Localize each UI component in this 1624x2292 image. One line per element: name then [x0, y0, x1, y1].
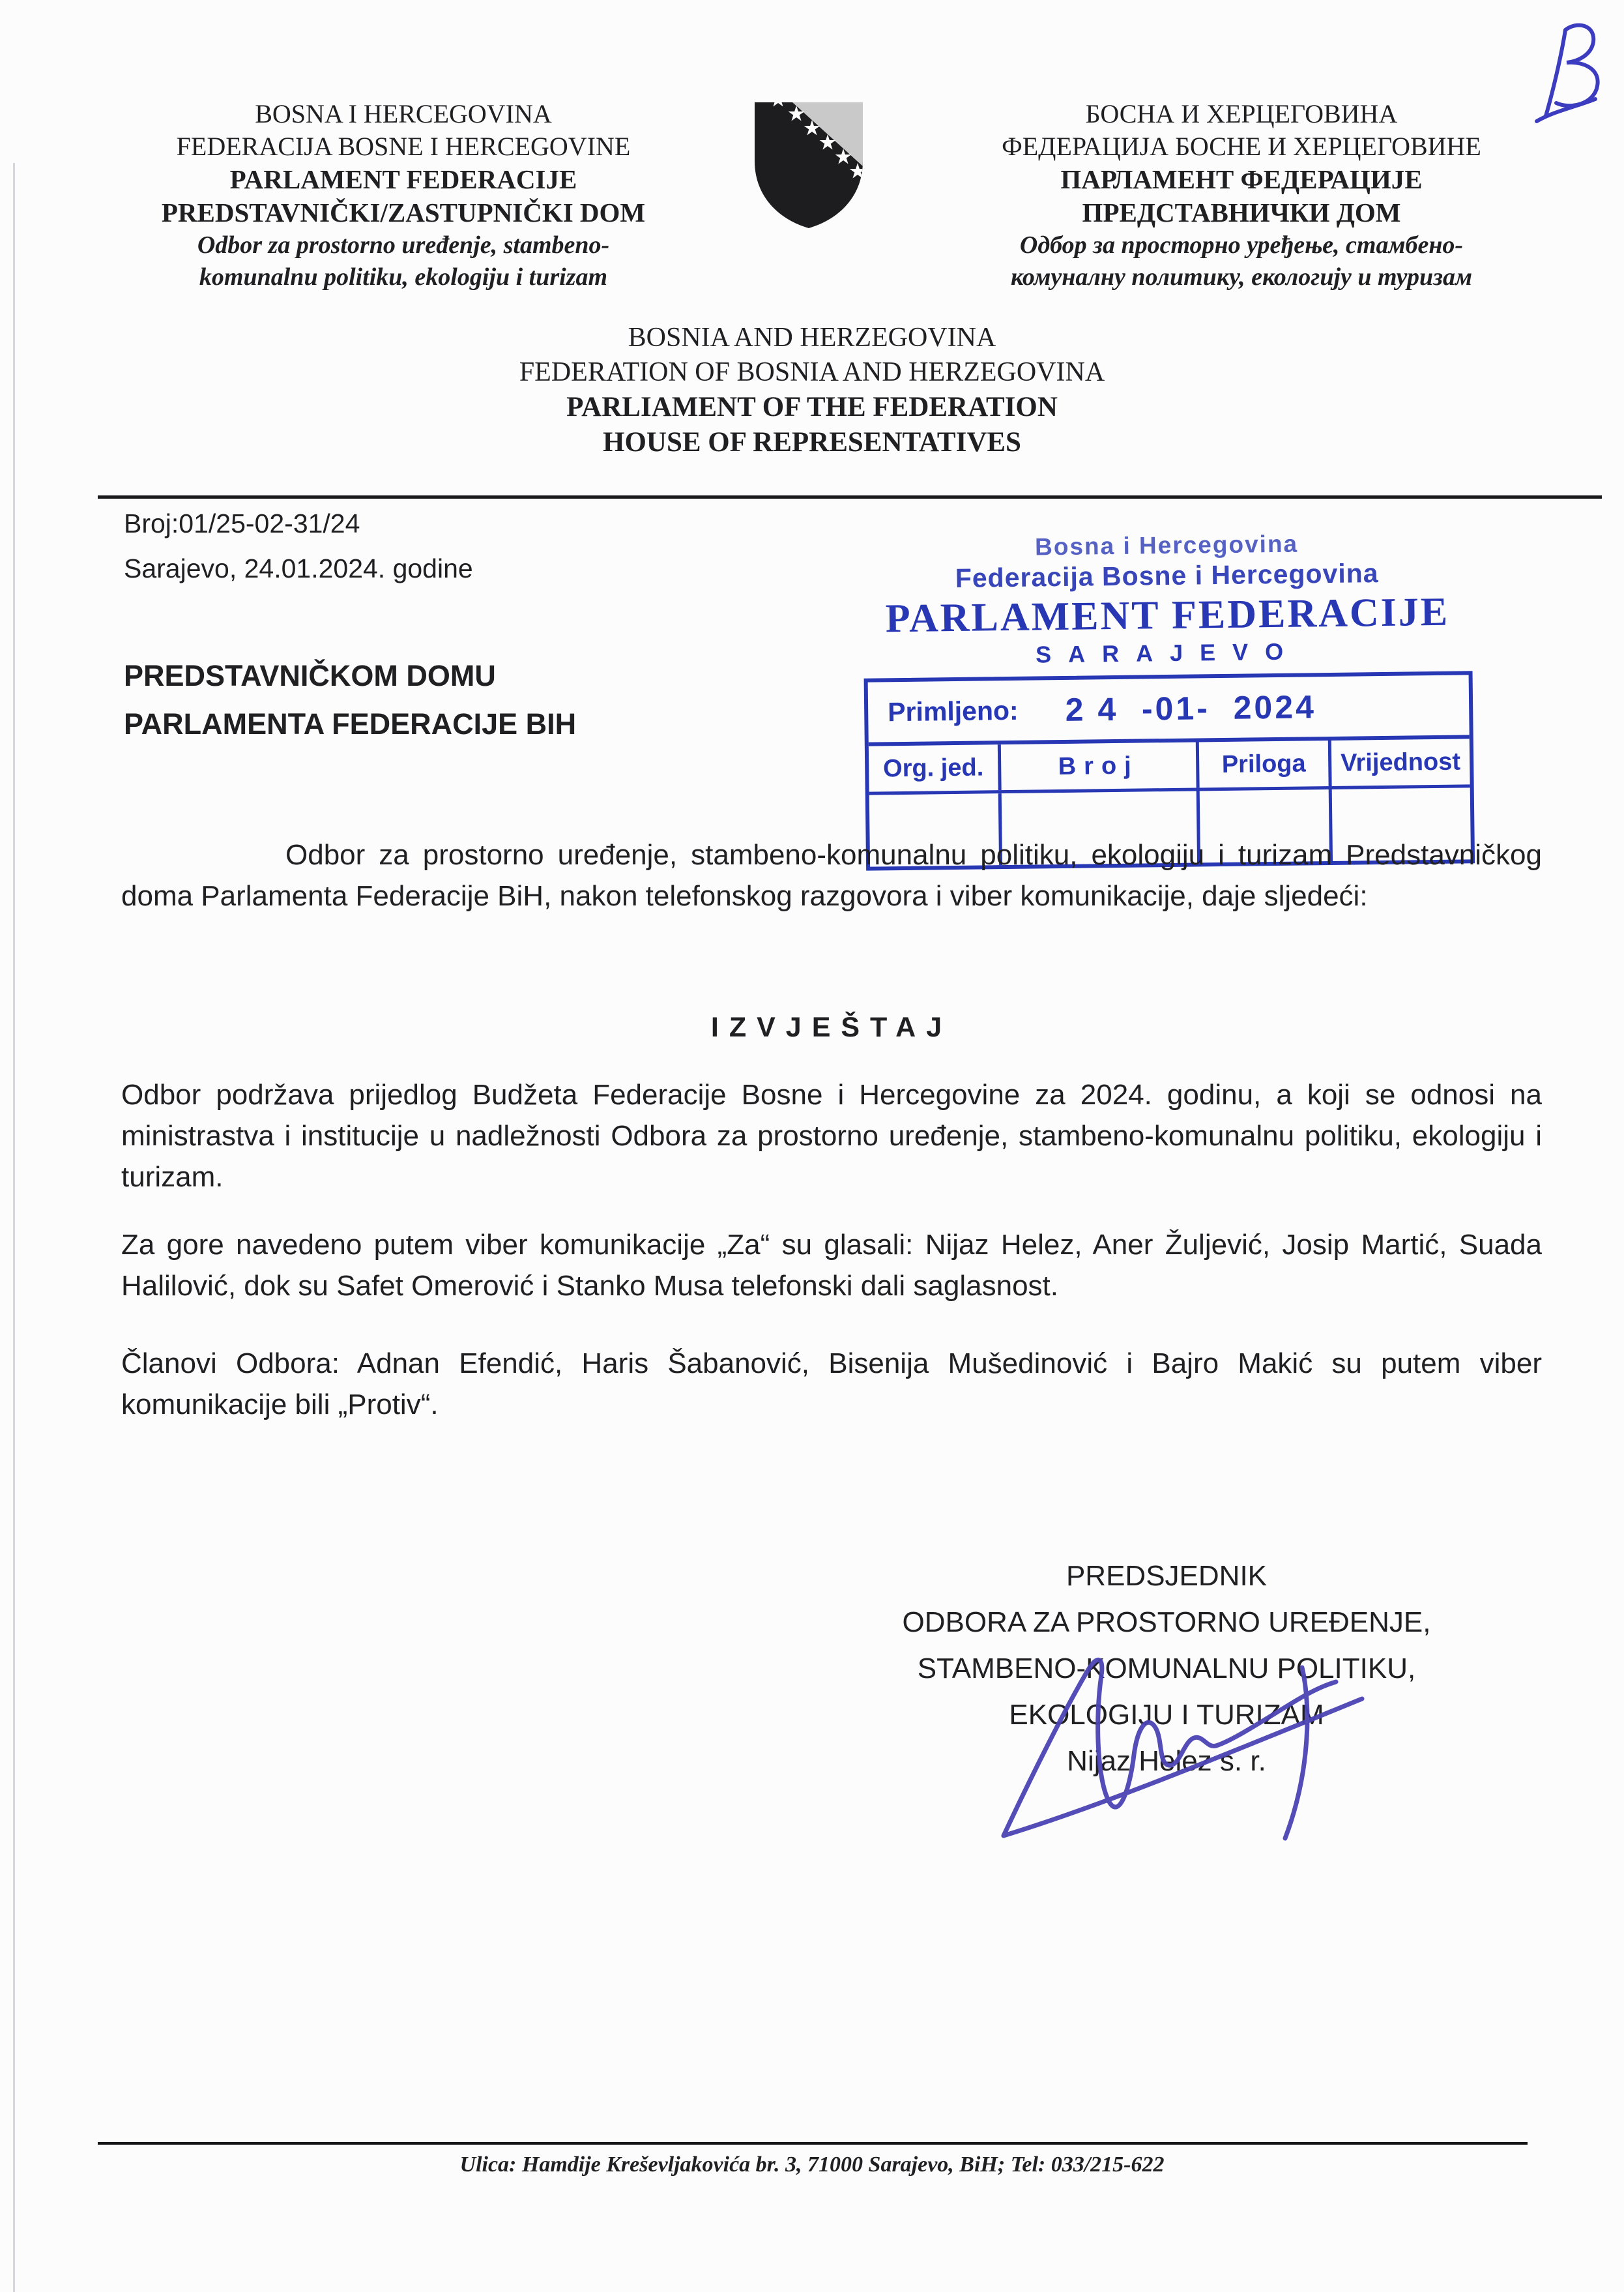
- stamp-column-header: Vrijednost: [1341, 748, 1461, 777]
- reference-number: Broj:01/25-02-31/24: [124, 508, 360, 538]
- report-title: IZVJEŠTAJ: [710, 1012, 953, 1043]
- signature-title-line: EKOLOGIJU I TURIZAM: [1009, 1699, 1324, 1731]
- addressee-line: PARLAMENTA FEDERACIJE BIH: [124, 707, 577, 741]
- letterhead-line: PARLIAMENT OF THE FEDERATION: [566, 392, 1058, 422]
- footer-divider-rule: [98, 2142, 1528, 2145]
- stamp-text-line: PARLAMENT FEDERACIJE: [885, 589, 1450, 641]
- letterhead-english: [0, 321, 1624, 460]
- letterhead-line: BOSNA I HERCEGOVINA: [255, 99, 552, 128]
- letterhead-line: БОСНА И ХЕРЦЕГОВИНА: [1085, 99, 1398, 128]
- signature-title-line: STAMBENO-KOMUNALNU POLITIKU,: [917, 1653, 1416, 1684]
- letterhead-line: комуналну политику, екологију и туризам: [1011, 263, 1472, 291]
- letterhead-line: ПРЕДСТАВНИЧКИ ДОМ: [1082, 198, 1401, 228]
- stamp-received-row: [868, 675, 1470, 746]
- body-paragraph: Odbor podržava prijedlog Budžeta Federacije Bosne i Hercegovine za 2024. godinu, a koji se odnosi na ministrastva i institucije u nadležnosti Odbora za prostorno uređenje, stambeno-komunalnu politiku, ekologiju i turizam.: [121, 1079, 1542, 1193]
- stamp-column-header: Priloga: [1199, 741, 1332, 787]
- stamp-header-row: [869, 739, 1470, 795]
- letterhead-line: PREDSTAVNIČKI/ZASTUPNIČKI DOM: [161, 198, 646, 228]
- bih-coat-of-arms-icon: [747, 95, 871, 233]
- stamp-column-header: Broj: [1001, 742, 1200, 790]
- stamp-column-header: Org. jed.: [869, 744, 1002, 791]
- stamp-text-line: Federacija Bosne i Hercegovina: [955, 558, 1379, 593]
- place-and-date: Sarajevo, 24.01.2024. godine: [124, 553, 473, 583]
- letterhead-line: HOUSE OF REPRESENTATIVES: [603, 427, 1021, 458]
- header-divider-rule: [98, 495, 1602, 499]
- stamp-received-date: 2 4 -01- 2024: [1065, 688, 1317, 728]
- body-paragraph: Za gore navedeno putem viber komunikacije „Za“ su glasali: Nijaz Helez, Aner Žuljević, Josip Martić, Suada Halilović, dok su Safet Omerović i Stanko Musa telefonski dali saglasnost.: [121, 1229, 1542, 1302]
- letterhead-line: Odbor za prostorno uređenje, stambeno-: [197, 231, 610, 259]
- letterhead-line: FEDERACIJA BOSNE I HERCEGOVINE: [176, 132, 631, 161]
- letterhead-line: komunalnu politiku, ekologiju i turizam: [199, 263, 608, 291]
- signatory-name: Nijaz Helez s. r.: [1067, 1745, 1266, 1777]
- intro-paragraph: Odbor za prostorno uređenje, stambeno-komunalnu politiku, ekologiju i turizam Predstavničkog doma Parlamenta Federacije BiH, nakon telefonskog razgovora i viber komunikacije, daje sljedeći:: [121, 839, 1542, 912]
- letterhead-line: ПАРЛАМЕНТ ФЕДЕРАЦИЈЕ: [1060, 164, 1423, 194]
- handwritten-signature: [991, 1643, 1395, 1845]
- addressee-line: PREDSTAVNIČKOM DOMU: [124, 659, 496, 692]
- stamp-received-label: Primljeno:: [887, 695, 1019, 727]
- signature-title-line: PREDSJEDNIK: [1066, 1560, 1268, 1592]
- stamp-text-line: SARAJEVO: [1035, 638, 1301, 668]
- letterhead-line: BOSNIA AND HERZEGOVINA: [628, 323, 996, 353]
- letterhead-line: PARLAMENT FEDERACIJE: [229, 164, 577, 194]
- letterhead-bosnian: [109, 98, 697, 293]
- letterhead-line: ФЕДЕРАЦИЈА БОСНЕ И ХЕРЦЕГОВИНЕ: [1002, 132, 1481, 161]
- body-paragraph: Članovi Odbora: Adnan Efendić, Haris Šabanović, Bisenija Mušedinović i Bajro Makić su putem viber komunikacije bili „Protiv“.: [121, 1347, 1542, 1420]
- signature-title-line: ODBORA ZA PROSTORNO UREĐENJE,: [902, 1606, 1431, 1638]
- letterhead-line: FEDERATION OF BOSNIA AND HERZEGOVINA: [519, 357, 1105, 387]
- letterhead-cyrillic: [919, 98, 1564, 293]
- stamp-text-line: Bosna i Hercegovina: [1034, 530, 1299, 561]
- letterhead-line: Одбор за просторно уређење, стамбено-: [1019, 231, 1464, 259]
- receipt-stamp: [862, 528, 1475, 870]
- addressee-block: [124, 652, 576, 748]
- scan-artifact-line: [13, 163, 15, 2292]
- footer-address: Ulica: Hamdije Kreševljakovića br. 3, 71000 Sarajevo, BiH; Tel: 033/215-622: [459, 2152, 1165, 2177]
